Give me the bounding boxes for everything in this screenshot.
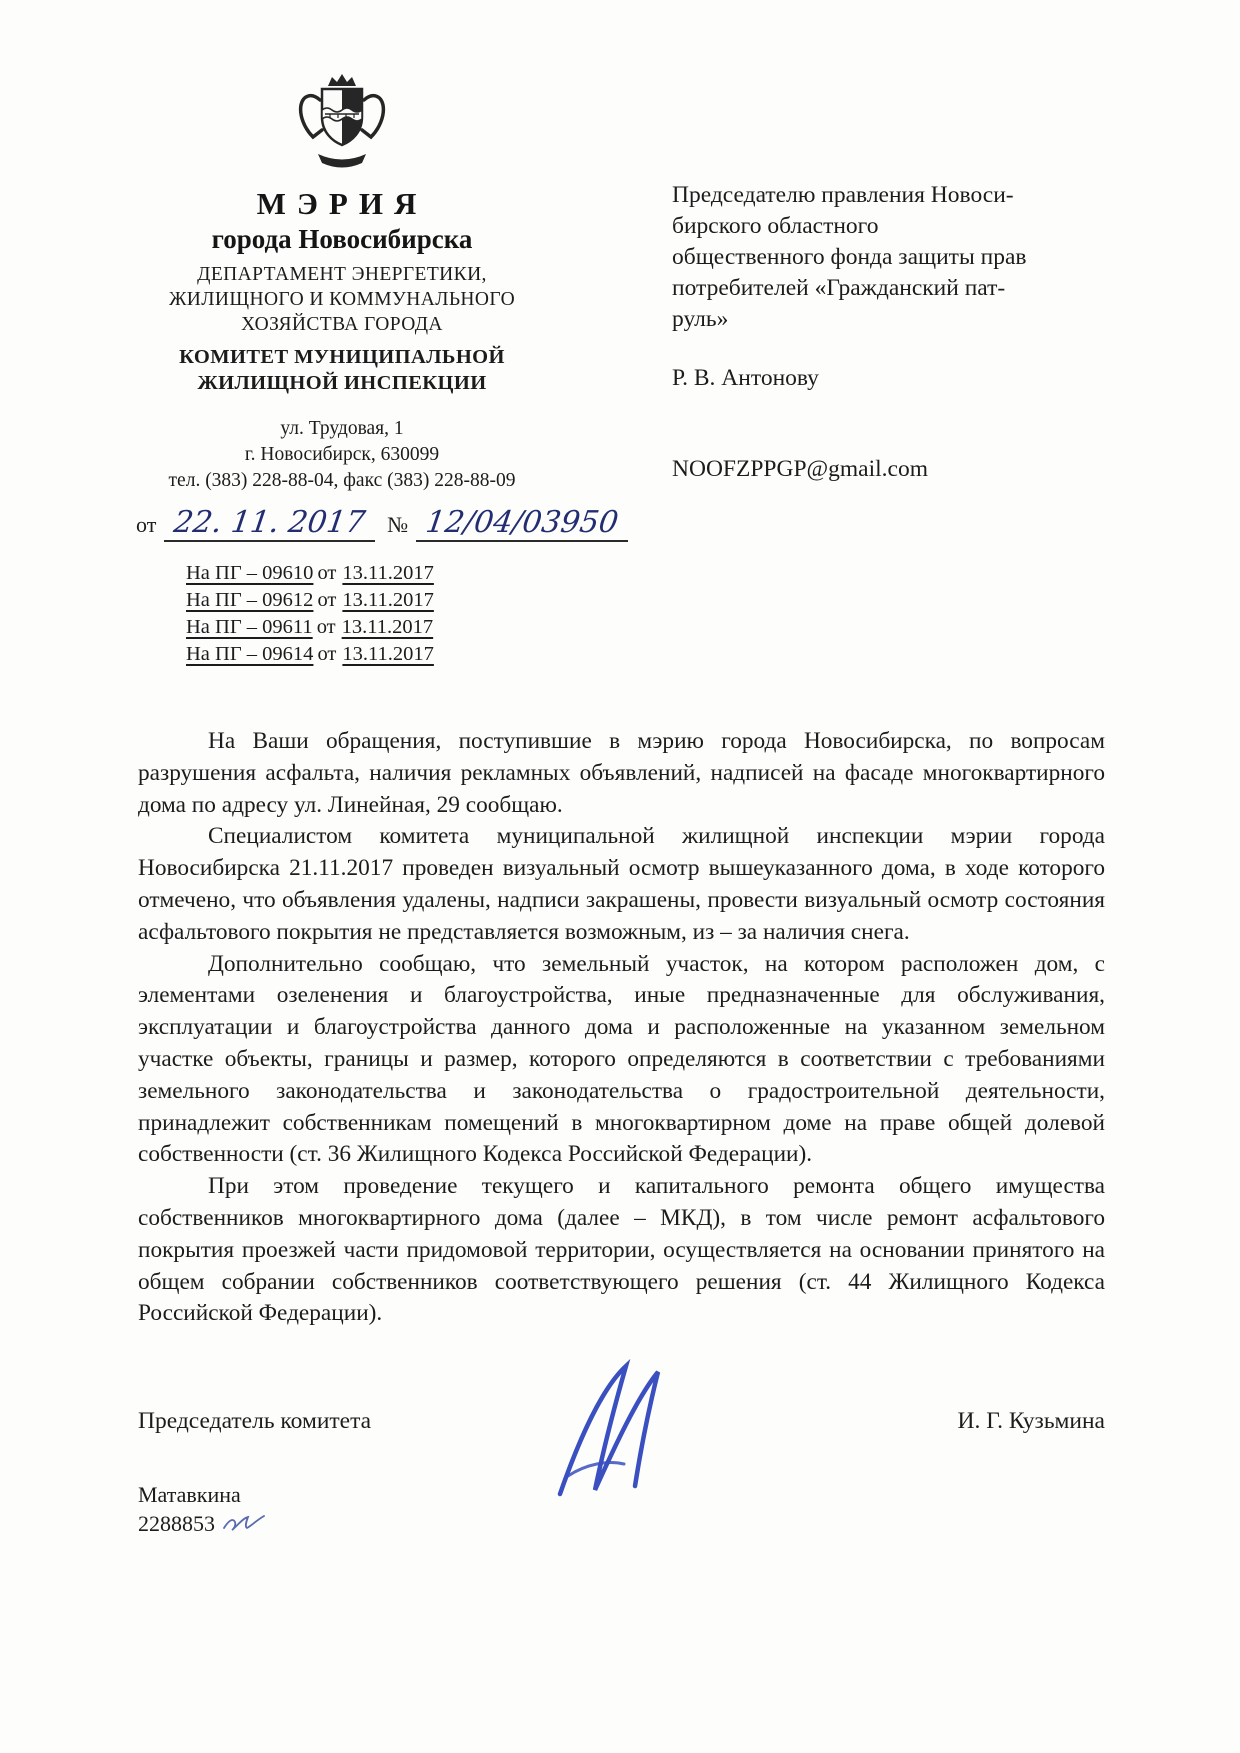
reference-from-label: от <box>317 643 337 665</box>
reference-from-label: от <box>316 616 336 638</box>
org-city: города Новосибирска <box>211 224 473 254</box>
reference-from-label: от <box>317 562 337 584</box>
reference-date: 13.11.2017 <box>342 643 434 665</box>
recipient-line: бирского областного <box>672 213 879 239</box>
city-address: г. Новосибирск, 630099 <box>244 444 440 465</box>
reference-number: На ПГ – 09610 <box>186 562 314 584</box>
department-name <box>122 262 562 337</box>
street-address: ул. Трудовая, 1 <box>280 418 404 439</box>
recipient-line: Председателю правления Новоси- <box>672 182 1014 208</box>
handwritten-date: 22. 11. 2017 <box>171 505 368 540</box>
incoming-references <box>122 560 562 668</box>
reference-line <box>186 560 562 587</box>
reference-number: На ПГ – 09614 <box>186 643 314 665</box>
outgoing-date-number-line <box>122 505 621 542</box>
executor-name: Матавкина <box>138 1482 241 1508</box>
committee-line: КОМИТЕТ МУНИЦИПАЛЬНОЙ <box>179 346 505 368</box>
org-name: МЭРИЯ <box>256 186 428 221</box>
executor-block <box>138 1481 1240 1538</box>
body-paragraph: Специалистом комитета муниципальной жилищной инспекции мэрии города Новосибирска 21.11.2017 проведен визуальный осмотр вышеуказанного дома, в ходе которого отмечено, что объявления удалены, надписи закрашены, провести визуальный осмотр состояния асфальтового покрытия не представляется возможным, из – за наличия снега. <box>138 823 1105 945</box>
department-line: ДЕПАРТАМЕНТ ЭНЕРГЕТИКИ, <box>197 264 487 285</box>
department-line: ЖИЛИЩНОГО И КОММУНАЛЬНОГО <box>168 289 516 310</box>
recipient-email: NOOFZPPGP@gmail.com <box>672 456 929 482</box>
signature-block <box>138 1408 1105 1435</box>
reference-from-label: от <box>317 589 337 611</box>
committee-name <box>122 344 562 396</box>
number-label: № <box>387 512 409 537</box>
novosibirsk-coat-of-arms-icon <box>122 72 562 172</box>
recipient-line: общественного фонда защиты прав <box>672 244 1027 270</box>
body-paragraph: При этом проведение текущего и капитального ремонта общего имущества собственников многоквартирного дома (далее – МКД), в том числе ремонт асфальтового покрытия проезжей части придомовой территории, осуществляется на основании принятого на общем собрании собственников соответствующего решения (ст. 44 Жилищного Кодекса Российской Федерации). <box>138 1173 1105 1327</box>
department-line: ХОЗЯЙСТВА ГОРОДА <box>241 314 443 335</box>
recipient-block <box>672 72 1162 483</box>
recipient-line: руль» <box>672 306 729 332</box>
recipient-name: Р. В. Антонову <box>672 365 819 391</box>
recipient-line: потребителей «Гражданский пат- <box>672 275 1006 301</box>
executor-phone: 2288853 <box>138 1510 215 1536</box>
reference-number: На ПГ – 09611 <box>186 616 313 638</box>
letterhead-left-column <box>122 72 621 668</box>
recipient-organization <box>672 180 1162 335</box>
signer-position: Председатель комитета <box>138 1408 372 1435</box>
reference-line <box>186 587 562 614</box>
reference-date: 13.11.2017 <box>342 562 434 584</box>
date-label: от <box>136 512 157 537</box>
contact-block <box>122 416 562 494</box>
executor-paraph-icon <box>221 1512 267 1541</box>
reference-line <box>186 614 562 641</box>
handwritten-number: 12/04/03950 <box>423 505 621 540</box>
body-paragraph: Дополнительно сообщаю, что земельный участок, на котором расположен дом, с элементами озеленения и благоустройства, иные предназначенные для обслуживания, эксплуатации и благоустройства данного дома и расположенные на указанном земельном участке объекты, границы и размер, которого определяются в соответствии с требованиями земельного законодательства и законодательства о градостроительной деятельности, принадлежит собственникам помещений в многоквартирном доме на праве общей долевой собственности (ст. 36 Жилищного Кодекса Российской Федерации). <box>138 950 1105 1168</box>
signer-name: И. Г. Кузьмина <box>957 1408 1105 1435</box>
reference-line <box>186 641 562 668</box>
reference-date: 13.11.2017 <box>342 589 434 611</box>
phone-fax: тел. (383) 228-88-04, факс (383) 228-88-09 <box>168 470 516 491</box>
reference-date: 13.11.2017 <box>341 616 434 638</box>
body-paragraph: На Ваши обращения, поступившие в мэрию города Новосибирска, по вопросам разрушения асфальта, наличия рекламных объявлений, надписей на фасаде многоквартирного дома по адресу ул. Линейная, 29 сообщаю. <box>138 728 1105 818</box>
letterhead <box>0 0 1240 668</box>
committee-line: ЖИЛИЩНОЙ ИНСПЕКЦИИ <box>197 372 487 394</box>
letter-body <box>138 726 1105 1330</box>
reference-number: На ПГ – 09612 <box>186 589 314 611</box>
